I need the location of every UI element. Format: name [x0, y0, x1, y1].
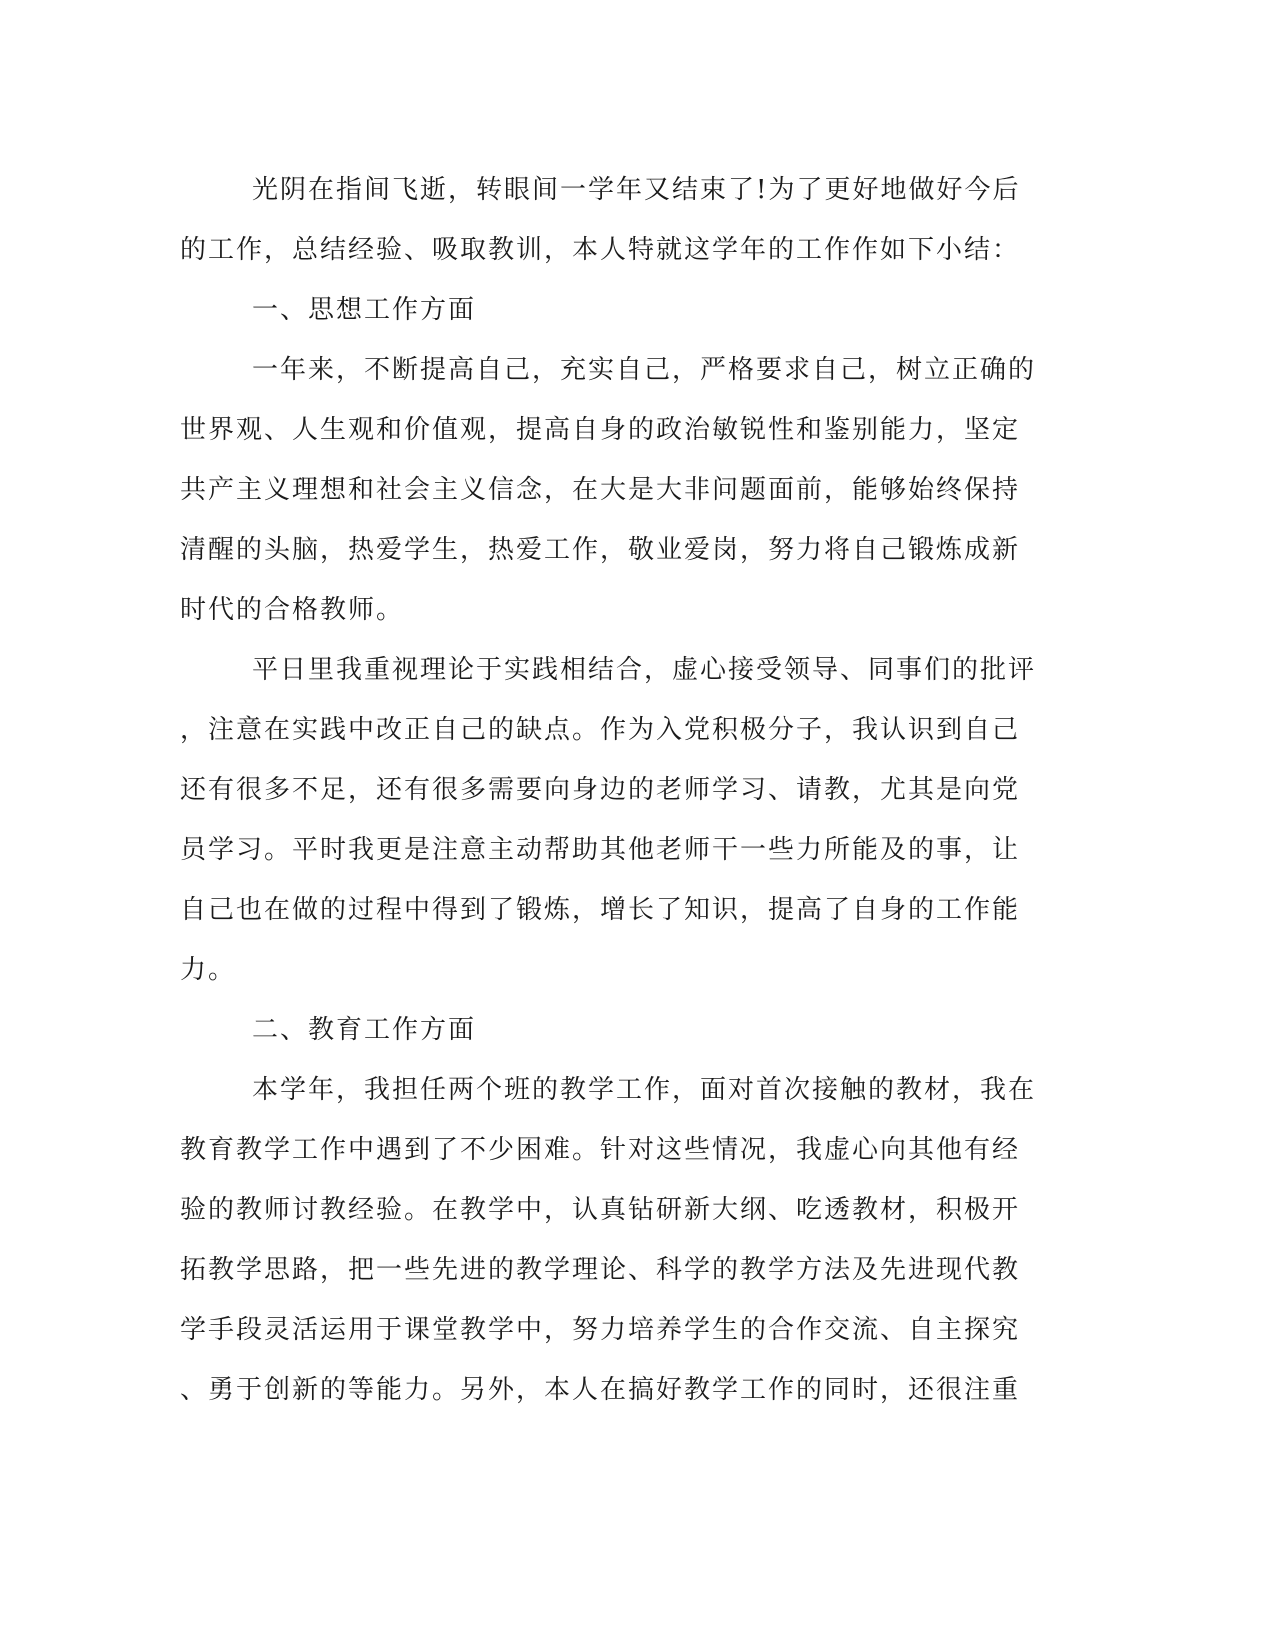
text-line: 共产主义理想和社会主义信念，在大是大非问题面前，能够始终保持 — [180, 475, 1021, 505]
text-line: 教育教学工作中遇到了不少困难。针对这些情况，我虚心向其他有经 — [180, 1135, 1021, 1165]
section-heading: 一、思想工作方面 — [252, 295, 477, 325]
text-line: 自己也在做的过程中得到了锻炼，增长了知识，提高了自身的工作能 — [180, 895, 1021, 925]
text-line: 的工作，总结经验、吸取教训，本人特就这学年的工作作如下小结： — [180, 235, 1021, 265]
text-line: 一年来，不断提高自己，充实自己，严格要求自己，树立正确的 — [252, 355, 1037, 385]
text-line: 平日里我重视理论于实践相结合，虚心接受领导、同事们的批评 — [252, 655, 1037, 685]
text-line: 拓教学思路，把一些先进的教学理论、科学的教学方法及先进现代教 — [180, 1255, 1021, 1285]
text-line: 学手段灵活运用于课堂教学中，努力培养学生的合作交流、自主探究 — [180, 1315, 1021, 1345]
section-heading: 二、教育工作方面 — [252, 1015, 477, 1045]
text-line: 时代的合格教师。 — [180, 595, 405, 625]
text-line: 清醒的头脑，热爱学生，热爱工作，敬业爱岗，努力将自己锻炼成新 — [180, 535, 1021, 565]
text-line: 验的教师讨教经验。在教学中，认真钻研新大纲、吃透教材，积极开 — [180, 1195, 1021, 1225]
text-line: 员学习。平时我更是注意主动帮助其他老师干一些力所能及的事，让 — [180, 835, 1021, 865]
document-body — [180, 160, 1060, 1420]
text-line: 光阴在指间飞逝，转眼间一学年又结束了!为了更好地做好今后 — [252, 175, 1021, 205]
text-line: 本学年，我担任两个班的教学工作，面对首次接触的教材，我在 — [252, 1075, 1037, 1105]
text-line: 、勇于创新的等能力。另外，本人在搞好教学工作的同时，还很注重 — [180, 1375, 1021, 1405]
text-line: 世界观、人生观和价值观，提高自身的政治敏锐性和鉴别能力，坚定 — [180, 415, 1021, 445]
text-line: ，注意在实践中改正自己的缺点。作为入党积极分子，我认识到自己 — [180, 715, 1021, 745]
text-line: 力。 — [180, 955, 237, 985]
text-line: 还有很多不足，还有很多需要向身边的老师学习、请教，尤其是向党 — [180, 775, 1021, 805]
